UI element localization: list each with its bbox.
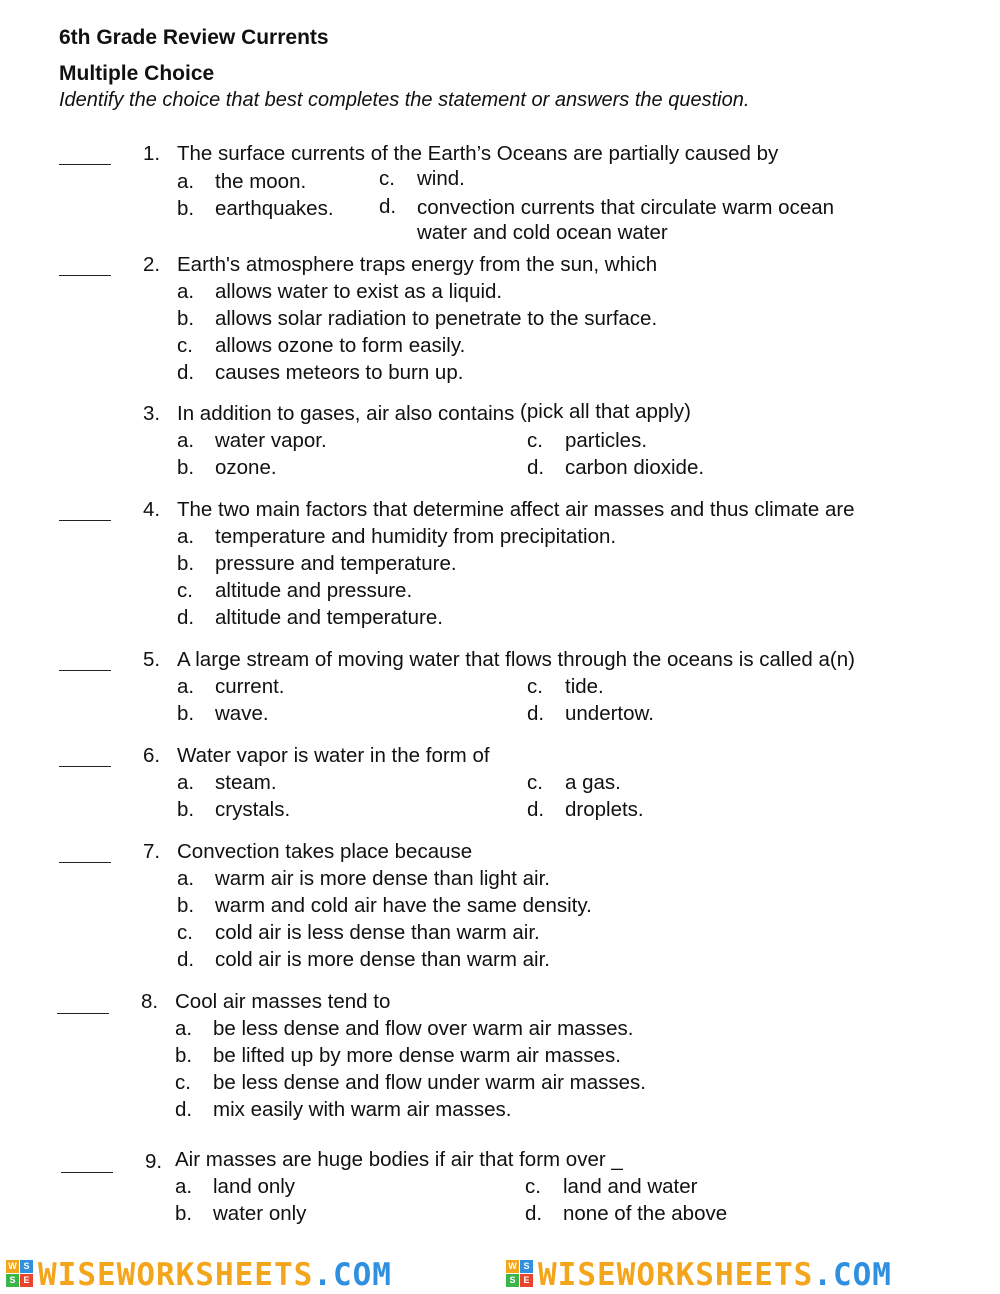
option-b[interactable]: b. earthquakes. — [177, 197, 334, 220]
option-a[interactable]: a. allows water to exist as a liquid. — [177, 280, 503, 303]
answer-blank-5[interactable] — [59, 670, 111, 671]
option-b[interactable]: b. water only — [175, 1202, 307, 1225]
question-number: 6. — [143, 744, 161, 767]
question-number: 8. — [141, 990, 159, 1013]
option-c[interactable]: c. tide. — [527, 675, 604, 698]
option-d[interactable]: d. convection currents that circulate warm ocean water and cold ocean water — [379, 195, 835, 244]
option-a[interactable]: a. water vapor. — [177, 429, 327, 452]
option-b[interactable]: b. warm and cold air have the same density. — [177, 894, 592, 917]
option-c[interactable]: c. cold air is less dense than warm air. — [177, 921, 540, 944]
option-c[interactable]: c. land and water — [525, 1175, 698, 1198]
option-d[interactable]: d. undertow. — [527, 702, 654, 725]
answer-blank-1[interactable] — [59, 164, 111, 165]
option-d[interactable]: d. carbon dioxide. — [527, 456, 705, 479]
option-b[interactable]: b. allows solar radiation to penetrate to the surface. — [177, 307, 658, 330]
option-d[interactable]: d. none of the above — [525, 1202, 728, 1225]
question-text: Cool air masses tend to — [175, 990, 391, 1013]
watermark-logo-icon: W S S E — [506, 1260, 534, 1288]
watermark-text: WISEWORKSHEETS.COM — [538, 1257, 892, 1293]
option-b[interactable]: b. be lifted up by more dense warm air masses. — [175, 1044, 621, 1067]
answer-blank-6[interactable] — [59, 766, 111, 767]
question-number: 4. — [143, 498, 161, 521]
question-text: The two main factors that determine affect air masses and thus climate are — [177, 498, 855, 521]
answer-blank-2[interactable] — [59, 275, 111, 276]
question-text: Earth's atmosphere traps energy from the sun, which — [177, 253, 658, 276]
option-c[interactable]: c. particles. — [527, 429, 648, 452]
option-a[interactable]: a. current. — [177, 675, 285, 698]
option-b[interactable]: b. ozone. — [177, 456, 277, 479]
question-text: Convection takes place because — [177, 840, 473, 863]
answer-blank-7[interactable] — [59, 862, 111, 863]
watermark-footer — [0, 1256, 1000, 1294]
option-d[interactable]: d. altitude and temperature. — [177, 606, 443, 629]
option-c[interactable]: c. a gas. — [527, 771, 621, 794]
question-number: 7. — [143, 840, 161, 863]
answer-blank-4[interactable] — [59, 520, 111, 521]
watermark-text: WISEWORKSHEETS.COM — [38, 1257, 392, 1293]
option-a[interactable]: a. steam. — [177, 771, 277, 794]
option-d[interactable]: d. cold air is more dense than warm air. — [177, 948, 550, 971]
question-text: In addition to gases, air also contains (pick all that apply) — [177, 400, 691, 425]
answer-blank-8[interactable] — [57, 1013, 109, 1014]
question-text: The surface currents of the Earth’s Oceans are partially caused by — [177, 142, 779, 165]
answer-blank-9[interactable] — [61, 1172, 113, 1173]
question-number: 1. — [143, 142, 161, 165]
watermark-logo-icon: W S S E — [6, 1260, 34, 1288]
option-a[interactable]: a. be less dense and flow over warm air masses. — [175, 1017, 634, 1040]
option-d[interactable]: d. droplets. — [527, 798, 644, 821]
option-c[interactable]: c. allows ozone to form easily. — [177, 334, 466, 357]
option-d[interactable]: d. causes meteors to burn up. — [177, 361, 464, 384]
instructions: Identify the choice that best completes the statement or answers the question. — [59, 89, 750, 111]
question-number: 5. — [143, 648, 161, 671]
question-number: 9. — [145, 1150, 163, 1173]
option-c[interactable]: c. altitude and pressure. — [177, 579, 413, 602]
option-b[interactable]: b. crystals. — [177, 798, 291, 821]
section-title: Multiple Choice — [59, 62, 215, 85]
option-a[interactable]: a. the moon. — [177, 170, 307, 193]
question-number: 2. — [143, 253, 161, 276]
page-title: 6th Grade Review Currents — [59, 26, 329, 49]
question-text: A large stream of moving water that flows through the oceans is called a(n) — [177, 648, 855, 671]
option-b[interactable]: b. wave. — [177, 702, 269, 725]
question-note: (pick all that apply) — [520, 400, 691, 423]
option-d[interactable]: d. mix easily with warm air masses. — [175, 1098, 512, 1121]
question-number: 3. — [143, 402, 161, 425]
option-c[interactable]: c. be less dense and flow under warm air masses. — [175, 1071, 646, 1094]
question-text: Air masses are huge bodies if air that form over _ — [175, 1148, 623, 1171]
option-a[interactable]: a. land only — [175, 1175, 296, 1198]
question-text: Water vapor is water in the form of — [177, 744, 490, 767]
option-a[interactable]: a. warm air is more dense than light air. — [177, 867, 550, 890]
option-a[interactable]: a. temperature and humidity from precipitation. — [177, 525, 617, 548]
option-c[interactable]: c. wind. — [379, 167, 465, 190]
option-b[interactable]: b. pressure and temperature. — [177, 552, 457, 575]
